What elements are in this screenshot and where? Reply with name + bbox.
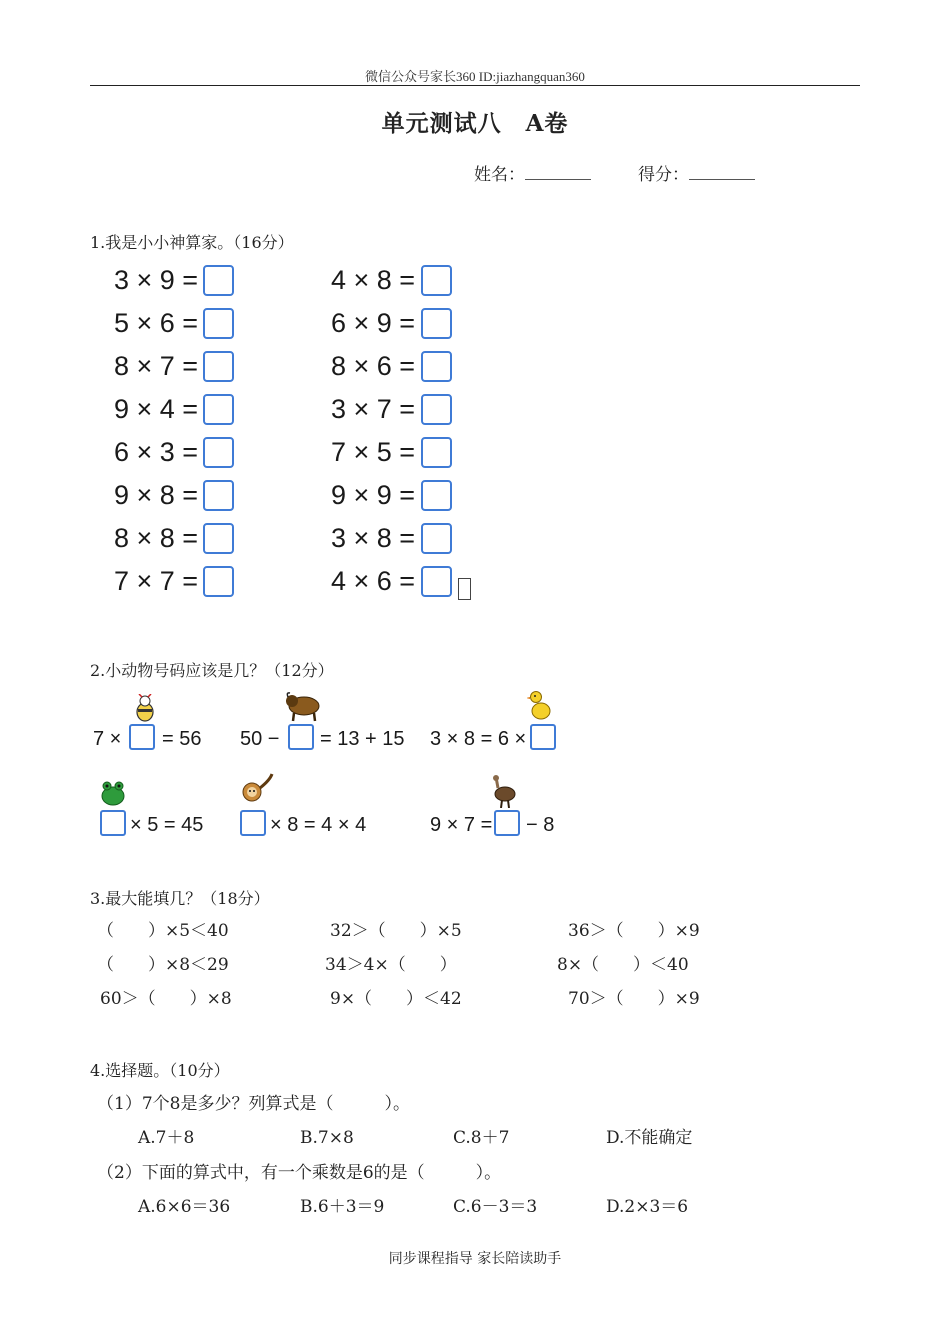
q1-left-answer-box[interactable] — [203, 265, 234, 296]
q2-f-answer-box[interactable] — [494, 810, 520, 836]
q1-left-equation: 5 × 6 = — [114, 308, 199, 338]
q1-right-answer-box[interactable] — [421, 480, 452, 511]
q3-item: 36＞（ ）×9 — [568, 921, 700, 941]
q2-f-left: 9 × 7 = — [430, 814, 493, 836]
q3-heading: 3.最大能填几？（18分） — [90, 889, 270, 908]
q3-item: 9×（ ）＜42 — [330, 989, 462, 1009]
header-rule — [90, 85, 860, 86]
score-blank[interactable] — [689, 165, 755, 180]
monkey-icon — [240, 772, 276, 808]
stray-box-glyph — [458, 578, 471, 600]
q4-option[interactable]: C.6－3＝3 — [453, 1197, 538, 1217]
q1-left-answer-box[interactable] — [203, 351, 234, 382]
q2-heading: 2.小动物号码应该是几？（12分） — [90, 661, 334, 680]
ostrich-icon — [490, 774, 520, 808]
q1-right-answer-box[interactable] — [421, 265, 452, 296]
q1-right-answer-box[interactable] — [421, 523, 452, 554]
q1-right-equation: 3 × 7 = — [331, 394, 416, 424]
q3-item: （ ）×5＜40 — [97, 921, 229, 941]
name-label: 姓名： — [474, 165, 525, 185]
q1-right-equation: 9 × 9 = — [331, 480, 416, 510]
q2-d-answer-box[interactable] — [100, 810, 126, 836]
q4-option[interactable]: A.7＋8 — [138, 1128, 195, 1148]
q1-right-equation: 4 × 8 = — [331, 265, 416, 295]
q2-f-right: − 8 — [526, 814, 555, 836]
q4-option[interactable]: D.不能确定 — [606, 1128, 693, 1148]
q1-left-equation: 7 × 7 = — [114, 566, 199, 596]
page-header-source: 微信公众号家长360 ID:jiazhangquan360 — [365, 69, 585, 84]
q3-item: 8×（ ）＜40 — [557, 955, 689, 975]
name-blank[interactable] — [525, 165, 591, 180]
q1-right-equation: 7 × 5 = — [331, 437, 416, 467]
q3-item: （ ）×8＜29 — [97, 955, 229, 975]
q2-b-right: = 13 + 15 — [320, 728, 405, 750]
q4-option[interactable]: B.7×8 — [300, 1128, 354, 1148]
name-field[interactable] — [474, 160, 591, 185]
q4-sub2: （2）下面的算式中，有一个乘数是6的是（ ）。 — [97, 1163, 502, 1183]
q2-c-left: 3 × 8 = 6 × — [430, 728, 527, 750]
q2-a-left: 7 × — [93, 728, 122, 750]
q1-right-answer-box[interactable] — [421, 566, 452, 597]
q1-right-equation: 3 × 8 = — [331, 523, 416, 553]
q1-right-answer-box[interactable] — [421, 437, 452, 468]
q1-left-answer-box[interactable] — [203, 523, 234, 554]
q1-left-answer-box[interactable] — [203, 394, 234, 425]
score-field[interactable] — [638, 160, 755, 185]
q1-left-equation: 9 × 4 = — [114, 394, 199, 424]
duck-icon — [527, 688, 553, 722]
q2-d-right: × 5 = 45 — [130, 814, 204, 836]
q1-right-equation: 6 × 9 = — [331, 308, 416, 338]
page-title: 单元测试八 A卷 — [381, 110, 569, 137]
q2-b-answer-box[interactable] — [288, 724, 314, 750]
q2-e-right: × 8 = 4 × 4 — [270, 814, 367, 836]
score-label: 得分： — [638, 165, 689, 185]
q4-option[interactable]: D.2×3＝6 — [606, 1197, 689, 1217]
q2-e-answer-box[interactable] — [240, 810, 266, 836]
page-footer: 同步课程指导 家长陪读助手 — [388, 1251, 562, 1267]
q1-left-answer-box[interactable] — [203, 566, 234, 597]
q3-item: 60＞（ ）×8 — [100, 989, 232, 1009]
q2-c-answer-box[interactable] — [530, 724, 556, 750]
bee-icon — [132, 694, 158, 724]
q3-item: 32＞（ ）×5 — [330, 921, 462, 941]
q1-left-equation: 3 × 9 = — [114, 265, 199, 295]
q2-a-right: = 56 — [162, 728, 202, 750]
q1-left-equation: 6 × 3 = — [114, 437, 199, 467]
q3-item: 34＞4×（ ） — [325, 955, 457, 975]
q4-option[interactable]: A.6×6＝36 — [138, 1197, 231, 1217]
q2-b-left: 50 − — [240, 728, 280, 750]
q1-left-equation: 8 × 7 = — [114, 351, 199, 381]
q2-a-answer-box[interactable] — [129, 724, 155, 750]
q1-left-answer-box[interactable] — [203, 480, 234, 511]
q4-heading: 4.选择题。（10分） — [90, 1061, 230, 1080]
q1-heading: 1.我是小小神算家。（16分） — [90, 233, 294, 252]
q4-option[interactable]: B.6＋3＝9 — [300, 1197, 385, 1217]
bison-icon — [284, 688, 324, 722]
q1-right-equation: 4 × 6 = — [331, 566, 416, 596]
q1-right-answer-box[interactable] — [421, 351, 452, 382]
q3-item: 70＞（ ）×9 — [568, 989, 700, 1009]
q1-right-answer-box[interactable] — [421, 394, 452, 425]
q1-right-answer-box[interactable] — [421, 308, 452, 339]
q1-left-answer-box[interactable] — [203, 437, 234, 468]
frog-icon — [98, 778, 128, 808]
q1-right-equation: 8 × 6 = — [331, 351, 416, 381]
q1-left-equation: 8 × 8 = — [114, 523, 199, 553]
q1-left-answer-box[interactable] — [203, 308, 234, 339]
q4-option[interactable]: C.8＋7 — [453, 1128, 510, 1148]
q1-left-equation: 9 × 8 = — [114, 480, 199, 510]
q4-sub1: （1）7个8是多少？列算式是（ ）。 — [97, 1094, 410, 1114]
